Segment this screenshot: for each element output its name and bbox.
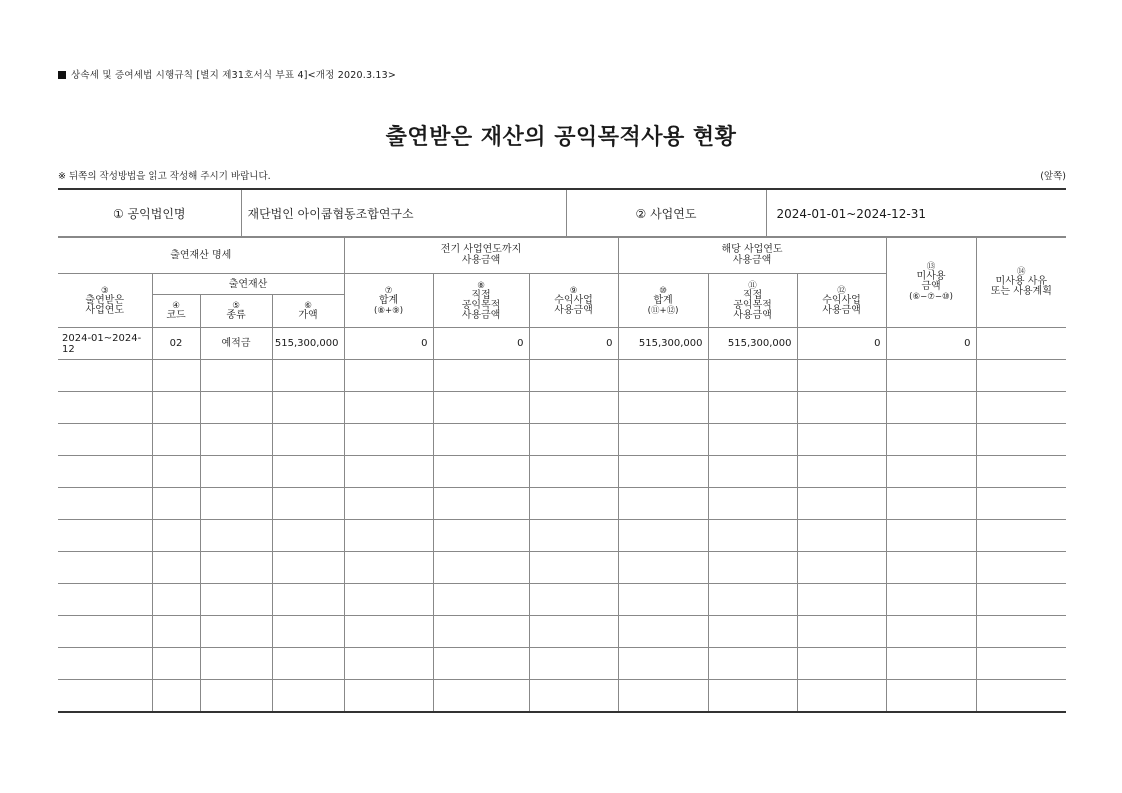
contribution-group-header: 출연재산 명세 bbox=[58, 237, 344, 274]
empty-cell[interactable] bbox=[797, 584, 886, 616]
code-label: 코드 bbox=[166, 310, 186, 321]
empty-cell[interactable] bbox=[344, 680, 433, 712]
empty-cell[interactable] bbox=[797, 488, 886, 520]
empty-cell[interactable] bbox=[529, 680, 618, 712]
empty-cell[interactable] bbox=[618, 584, 708, 616]
table-row-empty bbox=[58, 392, 1066, 424]
empty-cell[interactable] bbox=[344, 360, 433, 392]
prev-total-cell[interactable]: 0 bbox=[344, 328, 433, 360]
empty-cell[interactable] bbox=[272, 360, 344, 392]
empty-cell[interactable] bbox=[272, 584, 344, 616]
empty-cell[interactable] bbox=[272, 648, 344, 680]
empty-cell[interactable] bbox=[618, 680, 708, 712]
unused-cell[interactable]: 0 bbox=[886, 328, 976, 360]
prev-total-line1: 합계 bbox=[378, 294, 399, 306]
empty-cell[interactable] bbox=[886, 456, 976, 488]
prev-total-num: ⑦ bbox=[384, 285, 393, 296]
curr-profit-line1: 수익사업 bbox=[822, 294, 861, 306]
empty-cell[interactable] bbox=[58, 488, 152, 520]
empty-cell[interactable] bbox=[152, 392, 200, 424]
instruction-note: ※ 뒤쪽의 작성방법을 읽고 작성해 주시기 바랍니다. bbox=[58, 171, 271, 182]
curr-direct-header bbox=[708, 274, 797, 328]
empty-cell[interactable] bbox=[886, 616, 976, 648]
asset-group-header: 출연재산 bbox=[152, 274, 344, 295]
empty-cell[interactable] bbox=[58, 552, 152, 584]
empty-cell[interactable] bbox=[529, 424, 618, 456]
empty-cell[interactable] bbox=[272, 424, 344, 456]
empty-cell[interactable] bbox=[152, 616, 200, 648]
empty-cell[interactable] bbox=[886, 392, 976, 424]
empty-cell[interactable] bbox=[344, 392, 433, 424]
empty-cell[interactable] bbox=[708, 456, 797, 488]
empty-cell[interactable] bbox=[58, 520, 152, 552]
empty-cell[interactable] bbox=[433, 680, 529, 712]
empty-cell[interactable] bbox=[152, 680, 200, 712]
empty-cell[interactable] bbox=[618, 456, 708, 488]
empty-cell[interactable] bbox=[152, 424, 200, 456]
empty-cell[interactable] bbox=[58, 456, 152, 488]
empty-cell[interactable] bbox=[976, 616, 1066, 648]
table-row-empty bbox=[58, 648, 1066, 680]
prev-usage-group-header bbox=[344, 237, 618, 274]
empty-cell[interactable] bbox=[886, 424, 976, 456]
empty-cell[interactable] bbox=[976, 488, 1066, 520]
table-row-empty bbox=[58, 488, 1066, 520]
empty-cell[interactable] bbox=[708, 392, 797, 424]
empty-cell[interactable] bbox=[433, 424, 529, 456]
empty-cell[interactable] bbox=[58, 680, 152, 712]
empty-cell[interactable] bbox=[618, 360, 708, 392]
square-bullet-icon bbox=[58, 71, 66, 79]
empty-cell[interactable] bbox=[976, 680, 1066, 712]
table-row-empty bbox=[58, 552, 1066, 584]
empty-cell[interactable] bbox=[433, 584, 529, 616]
empty-cell[interactable] bbox=[344, 424, 433, 456]
curr-direct-num: ⑪ bbox=[748, 280, 757, 291]
empty-cell[interactable] bbox=[200, 424, 272, 456]
empty-cell[interactable] bbox=[433, 520, 529, 552]
empty-cell[interactable] bbox=[708, 424, 797, 456]
curr-direct-cell[interactable]: 515,300,000 bbox=[708, 328, 797, 360]
empty-cell[interactable] bbox=[529, 520, 618, 552]
document-title: 출연받은 재산의 공익목적사용 현황 bbox=[385, 125, 737, 150]
table-row bbox=[58, 328, 1066, 360]
empty-cell[interactable] bbox=[344, 456, 433, 488]
unused-line3: (⑥−⑦−⑩) bbox=[909, 292, 953, 302]
table-row-empty bbox=[58, 520, 1066, 552]
empty-cell[interactable] bbox=[886, 488, 976, 520]
empty-cell[interactable] bbox=[344, 616, 433, 648]
empty-cell[interactable] bbox=[976, 456, 1066, 488]
value-num: ⑥ bbox=[304, 301, 312, 311]
empty-cell[interactable] bbox=[976, 520, 1066, 552]
prev-direct-line3: 사용금액 bbox=[461, 309, 501, 321]
empty-cell[interactable] bbox=[433, 456, 529, 488]
business-year-label: ② 사업연도 bbox=[566, 189, 766, 238]
empty-cell[interactable] bbox=[152, 360, 200, 392]
unused-line2: 금액 bbox=[921, 281, 941, 292]
empty-cell[interactable] bbox=[200, 616, 272, 648]
curr-direct-line3: 사용금액 bbox=[733, 309, 772, 321]
empty-cell[interactable] bbox=[272, 552, 344, 584]
empty-cell[interactable] bbox=[433, 552, 529, 584]
unused-line1: 미사용 bbox=[916, 271, 946, 282]
type-cell[interactable]: 예적금 bbox=[200, 328, 272, 360]
curr-usage-line2: 사용금액 bbox=[732, 255, 772, 266]
form-reference-text: 상속세 및 증여세법 시행규칙 [별지 제31호서식 부표 4]<개정 2020.3.13> bbox=[71, 70, 397, 81]
year-cell[interactable]: 2024-01~2024-12 bbox=[58, 328, 152, 360]
empty-cell[interactable] bbox=[272, 488, 344, 520]
empty-cell[interactable] bbox=[886, 552, 976, 584]
empty-cell[interactable] bbox=[152, 456, 200, 488]
reason-line2: 또는 사용계획 bbox=[990, 286, 1052, 297]
table-row-empty bbox=[58, 584, 1066, 616]
empty-cell[interactable] bbox=[529, 360, 618, 392]
empty-cell[interactable] bbox=[708, 584, 797, 616]
empty-cell[interactable] bbox=[529, 616, 618, 648]
empty-cell[interactable] bbox=[200, 552, 272, 584]
empty-cell[interactable] bbox=[797, 552, 886, 584]
empty-cell[interactable] bbox=[433, 360, 529, 392]
value-header bbox=[272, 295, 344, 328]
curr-profit-line2: 사용금액 bbox=[822, 304, 861, 316]
empty-cell[interactable] bbox=[58, 616, 152, 648]
empty-cell[interactable] bbox=[152, 488, 200, 520]
empty-cell[interactable] bbox=[272, 392, 344, 424]
value-cell[interactable]: 515,300,000 bbox=[272, 328, 344, 360]
year-line2: 사업연도 bbox=[85, 304, 125, 316]
curr-profit-cell[interactable]: 0 bbox=[797, 328, 886, 360]
empty-cell[interactable] bbox=[618, 520, 708, 552]
year-header bbox=[58, 274, 152, 328]
empty-cell[interactable] bbox=[58, 424, 152, 456]
empty-cell[interactable] bbox=[976, 552, 1066, 584]
reason-num: ⑭ bbox=[1017, 267, 1026, 277]
empty-cell[interactable] bbox=[433, 616, 529, 648]
empty-cell[interactable] bbox=[618, 616, 708, 648]
empty-cell[interactable] bbox=[529, 648, 618, 680]
empty-cell[interactable] bbox=[58, 392, 152, 424]
empty-cell[interactable] bbox=[344, 520, 433, 552]
page-side-label: (앞쪽) bbox=[1040, 171, 1066, 182]
value-label: 가액 bbox=[298, 310, 318, 321]
curr-total-num: ⑩ bbox=[659, 285, 667, 296]
empty-cell[interactable] bbox=[200, 392, 272, 424]
empty-cell[interactable] bbox=[200, 648, 272, 680]
code-num: ④ bbox=[172, 301, 180, 311]
curr-usage-group-header bbox=[618, 237, 886, 274]
empty-cell[interactable] bbox=[886, 360, 976, 392]
corp-name-label: ① 공익법인명 bbox=[58, 189, 241, 238]
reason-line1: 미사용 사유 bbox=[995, 276, 1048, 287]
empty-cell[interactable] bbox=[529, 392, 618, 424]
curr-usage-line1: 해당 사업연도 bbox=[721, 244, 783, 255]
empty-cell[interactable] bbox=[886, 584, 976, 616]
empty-cell[interactable] bbox=[344, 488, 433, 520]
curr-direct-line2: 공익목적 bbox=[733, 299, 772, 311]
empty-cell[interactable] bbox=[344, 584, 433, 616]
empty-cell[interactable] bbox=[618, 392, 708, 424]
header-info-table bbox=[58, 188, 1066, 238]
empty-cell[interactable] bbox=[529, 552, 618, 584]
empty-cell[interactable] bbox=[152, 520, 200, 552]
curr-profit-num: ⑫ bbox=[837, 285, 846, 296]
empty-cell[interactable] bbox=[797, 456, 886, 488]
corp-name-field[interactable]: 재단법인 아이쿱협동조합연구소 bbox=[241, 189, 566, 238]
curr-total-header bbox=[618, 274, 708, 328]
type-num: ⑤ bbox=[232, 301, 240, 311]
code-header bbox=[152, 295, 200, 328]
empty-cell[interactable] bbox=[58, 584, 152, 616]
empty-cell[interactable] bbox=[200, 456, 272, 488]
curr-total-line1: 합계 bbox=[653, 294, 673, 306]
empty-cell[interactable] bbox=[272, 520, 344, 552]
empty-cell[interactable] bbox=[618, 552, 708, 584]
empty-cell[interactable] bbox=[708, 616, 797, 648]
empty-cell[interactable] bbox=[200, 360, 272, 392]
prev-total-line2: (⑧+⑨) bbox=[374, 305, 404, 316]
empty-cell[interactable] bbox=[433, 488, 529, 520]
type-header bbox=[200, 295, 272, 328]
empty-cell[interactable] bbox=[200, 680, 272, 712]
curr-profit-header bbox=[797, 274, 886, 328]
empty-cell[interactable] bbox=[886, 520, 976, 552]
prev-profit-line1: 수익사업 bbox=[554, 294, 593, 306]
prev-total-header bbox=[344, 274, 433, 328]
empty-cell[interactable] bbox=[618, 648, 708, 680]
empty-cell[interactable] bbox=[272, 616, 344, 648]
empty-cell[interactable] bbox=[58, 648, 152, 680]
empty-cell[interactable] bbox=[708, 552, 797, 584]
type-label: 종류 bbox=[226, 310, 246, 321]
empty-cell[interactable] bbox=[529, 456, 618, 488]
empty-cell[interactable] bbox=[708, 680, 797, 712]
prev-profit-num: ⑨ bbox=[569, 285, 578, 296]
reason-cell[interactable] bbox=[976, 328, 1066, 360]
empty-cell[interactable] bbox=[152, 584, 200, 616]
empty-cell[interactable] bbox=[976, 360, 1066, 392]
table-row-empty bbox=[58, 360, 1066, 392]
prev-profit-line2: 사용금액 bbox=[554, 304, 593, 316]
prev-profit-cell[interactable]: 0 bbox=[529, 328, 618, 360]
empty-cell[interactable] bbox=[976, 584, 1066, 616]
empty-cell[interactable] bbox=[529, 584, 618, 616]
empty-cell[interactable] bbox=[976, 424, 1066, 456]
table-row-empty bbox=[58, 424, 1066, 456]
empty-cell[interactable] bbox=[708, 520, 797, 552]
empty-cell[interactable] bbox=[708, 648, 797, 680]
prev-usage-line1: 전기 사업연도까지 bbox=[440, 244, 522, 255]
empty-cell[interactable] bbox=[344, 648, 433, 680]
empty-cell[interactable] bbox=[618, 488, 708, 520]
year-line1: 출연받은 bbox=[85, 294, 125, 306]
empty-cell[interactable] bbox=[797, 616, 886, 648]
code-cell[interactable]: 02 bbox=[152, 328, 200, 360]
prev-profit-header bbox=[529, 274, 618, 328]
empty-cell[interactable] bbox=[797, 648, 886, 680]
empty-cell[interactable] bbox=[152, 552, 200, 584]
empty-cell[interactable] bbox=[708, 488, 797, 520]
form-reference bbox=[58, 67, 396, 81]
prev-direct-cell[interactable]: 0 bbox=[433, 328, 529, 360]
empty-cell[interactable] bbox=[976, 648, 1066, 680]
table-row-empty bbox=[58, 616, 1066, 648]
table-row-empty bbox=[58, 456, 1066, 488]
empty-cell[interactable] bbox=[529, 488, 618, 520]
business-year-field[interactable]: 2024-01-01~2024-12-31 bbox=[766, 189, 1066, 238]
empty-cell[interactable] bbox=[58, 360, 152, 392]
empty-cell[interactable] bbox=[797, 520, 886, 552]
year-num: ③ bbox=[100, 285, 109, 296]
curr-total-line2: (⑪+⑫) bbox=[647, 305, 679, 316]
empty-cell[interactable] bbox=[200, 520, 272, 552]
empty-cell[interactable] bbox=[797, 680, 886, 712]
empty-cell[interactable] bbox=[344, 552, 433, 584]
table-row-empty bbox=[58, 680, 1066, 712]
empty-cell[interactable] bbox=[272, 680, 344, 712]
empty-cell[interactable] bbox=[152, 648, 200, 680]
curr-total-cell[interactable]: 515,300,000 bbox=[618, 328, 708, 360]
empty-cell[interactable] bbox=[797, 392, 886, 424]
empty-cell[interactable] bbox=[200, 584, 272, 616]
prev-direct-num: ⑧ bbox=[477, 280, 485, 291]
empty-cell[interactable] bbox=[886, 680, 976, 712]
curr-direct-line1: 직접 bbox=[742, 289, 763, 301]
empty-cell[interactable] bbox=[272, 456, 344, 488]
empty-cell[interactable] bbox=[708, 360, 797, 392]
reason-header bbox=[976, 237, 1066, 328]
empty-cell[interactable] bbox=[200, 488, 272, 520]
empty-cell[interactable] bbox=[618, 424, 708, 456]
prev-direct-line1: 직접 bbox=[471, 289, 491, 301]
usage-table bbox=[58, 236, 1066, 713]
empty-cell[interactable] bbox=[797, 424, 886, 456]
unused-num: ⑬ bbox=[926, 262, 936, 272]
empty-cell[interactable] bbox=[797, 360, 886, 392]
empty-cell[interactable] bbox=[433, 392, 529, 424]
prev-direct-line2: 공익목적 bbox=[461, 299, 501, 311]
unused-header bbox=[886, 237, 976, 328]
empty-cell[interactable] bbox=[976, 392, 1066, 424]
empty-cell[interactable] bbox=[433, 648, 529, 680]
prev-direct-header bbox=[433, 274, 529, 328]
empty-cell[interactable] bbox=[886, 648, 976, 680]
prev-usage-line2: 사용금액 bbox=[461, 255, 501, 266]
